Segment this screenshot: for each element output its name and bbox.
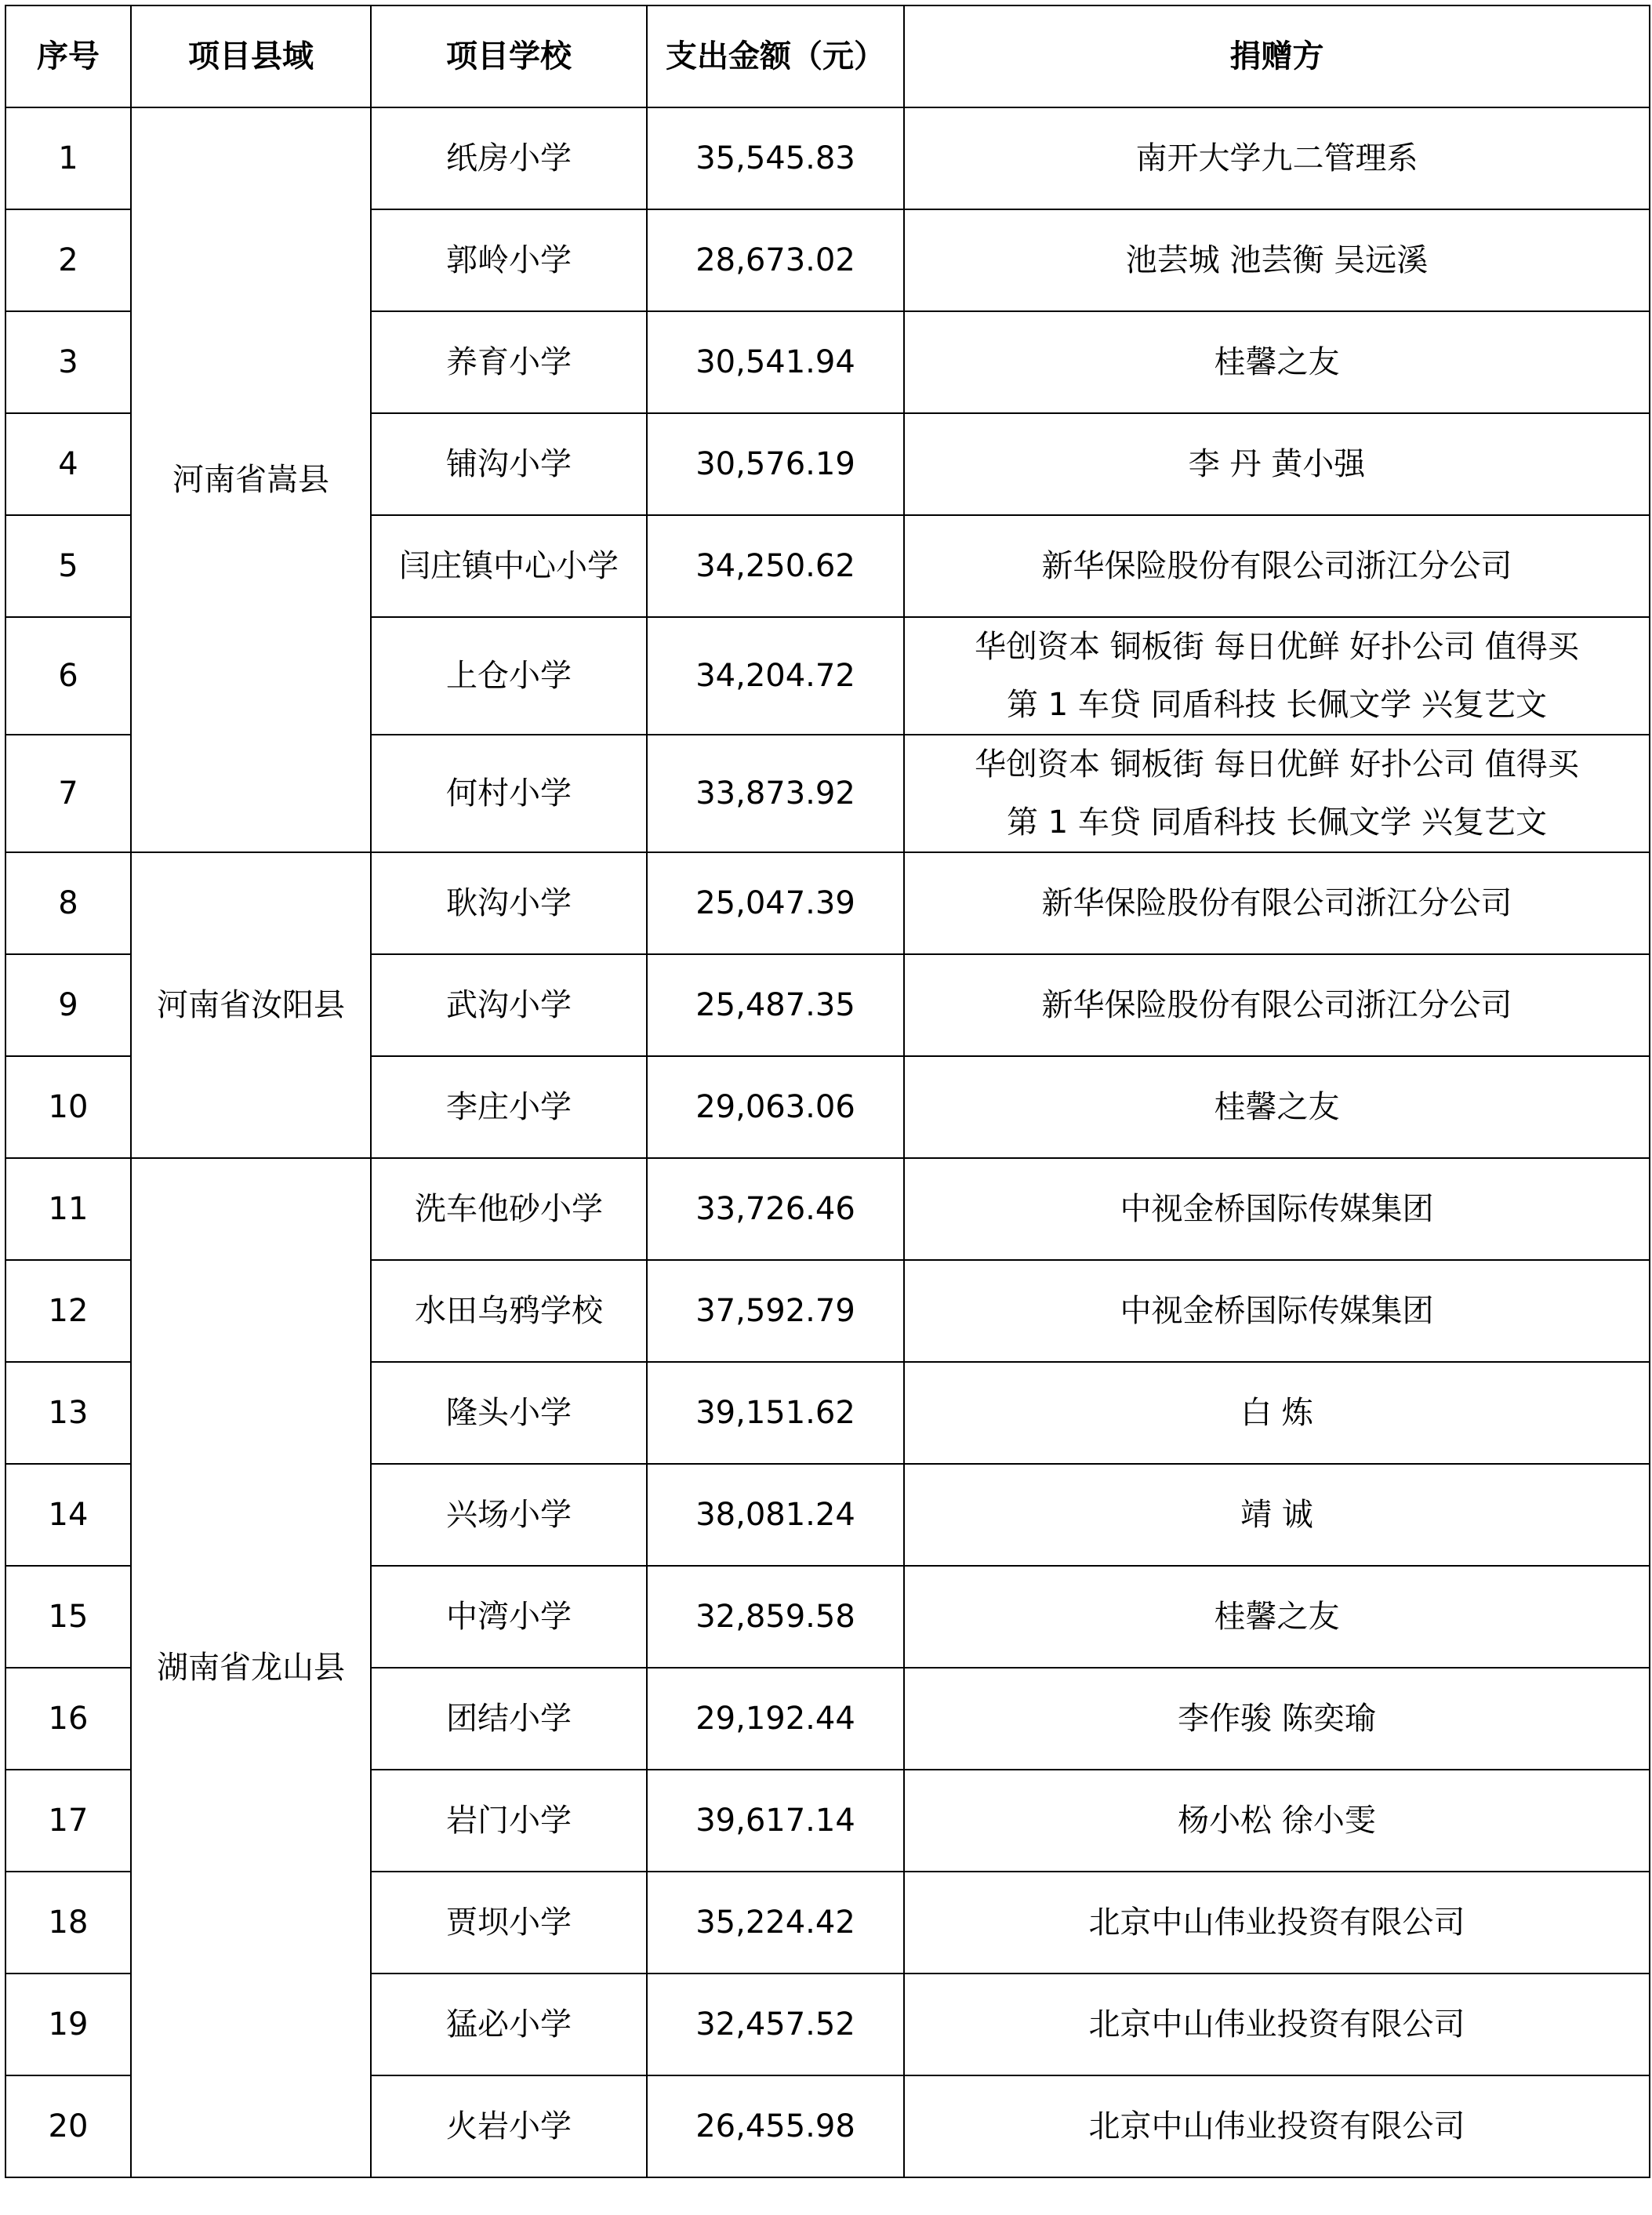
cell-donor: 池芸城 池芸衡 吴远溪	[904, 209, 1650, 311]
cell-donor: 新华保险股份有限公司浙江分公司	[904, 852, 1650, 954]
cell-school: 团结小学	[371, 1668, 647, 1770]
cell-school: 中湾小学	[371, 1566, 647, 1668]
cell-amount: 32,859.58	[647, 1566, 904, 1668]
donor-line: 华创资本 铜板街 每日优鲜 好扑公司 值得买	[975, 746, 1579, 783]
cell-amount: 39,151.62	[647, 1362, 904, 1464]
cell-school: 武沟小学	[371, 954, 647, 1056]
cell-index: 15	[5, 1566, 131, 1668]
cell-donor	[904, 617, 1650, 735]
cell-amount: 25,487.35	[647, 954, 904, 1056]
cell-index: 16	[5, 1668, 131, 1770]
cell-index: 4	[5, 413, 131, 515]
cell-amount: 28,673.02	[647, 209, 904, 311]
table-row	[5, 1158, 1650, 1260]
cell-index: 12	[5, 1260, 131, 1362]
cell-index: 19	[5, 1974, 131, 2075]
cell-amount: 29,192.44	[647, 1668, 904, 1770]
cell-amount: 25,047.39	[647, 852, 904, 954]
cell-county: 湖南省龙山县	[131, 1158, 371, 2177]
cell-index: 14	[5, 1464, 131, 1566]
cell-school: 养育小学	[371, 311, 647, 413]
cell-index: 9	[5, 954, 131, 1056]
cell-amount: 33,726.46	[647, 1158, 904, 1260]
cell-school: 李庄小学	[371, 1056, 647, 1158]
cell-amount: 30,576.19	[647, 413, 904, 515]
cell-school: 洗车他砂小学	[371, 1158, 647, 1260]
cell-amount: 39,617.14	[647, 1770, 904, 1872]
cell-index: 3	[5, 311, 131, 413]
cell-donor: 中视金桥国际传媒集团	[904, 1260, 1650, 1362]
cell-index: 13	[5, 1362, 131, 1464]
table-row	[5, 852, 1650, 954]
cell-school: 火岩小学	[371, 2075, 647, 2177]
header-amount: 支出金额（元）	[647, 5, 904, 107]
cell-donor: 桂馨之友	[904, 1056, 1650, 1158]
header-school: 项目学校	[371, 5, 647, 107]
cell-donor: 北京中山伟业投资有限公司	[904, 1872, 1650, 1974]
cell-donor: 中视金桥国际传媒集团	[904, 1158, 1650, 1260]
donation-table	[5, 5, 1650, 2178]
cell-index: 5	[5, 515, 131, 617]
header-donor: 捐赠方	[904, 5, 1650, 107]
header-county: 项目县域	[131, 5, 371, 107]
cell-donor: 桂馨之友	[904, 311, 1650, 413]
cell-donor: 李作骏 陈奕瑜	[904, 1668, 1650, 1770]
cell-amount: 35,545.83	[647, 107, 904, 209]
table-row	[5, 107, 1650, 209]
cell-school: 上仓小学	[371, 617, 647, 735]
donor-line: 第 1 车贷 同盾科技 长佩文学 兴复艺文	[1006, 687, 1548, 723]
cell-school: 岩门小学	[371, 1770, 647, 1872]
cell-amount: 38,081.24	[647, 1464, 904, 1566]
header-index: 序号	[5, 5, 131, 107]
cell-index: 6	[5, 617, 131, 735]
cell-amount: 34,204.72	[647, 617, 904, 735]
cell-amount: 35,224.42	[647, 1872, 904, 1974]
donor-line: 华创资本 铜板街 每日优鲜 好扑公司 值得买	[975, 629, 1579, 665]
cell-donor: 新华保险股份有限公司浙江分公司	[904, 954, 1650, 1056]
cell-school: 纸房小学	[371, 107, 647, 209]
cell-amount: 32,457.52	[647, 1974, 904, 2075]
cell-amount: 37,592.79	[647, 1260, 904, 1362]
cell-index: 1	[5, 107, 131, 209]
cell-school: 铺沟小学	[371, 413, 647, 515]
cell-county: 河南省汝阳县	[131, 852, 371, 1158]
donor-line: 第 1 车贷 同盾科技 长佩文学 兴复艺文	[1006, 804, 1548, 841]
cell-donor: 北京中山伟业投资有限公司	[904, 2075, 1650, 2177]
cell-school: 耿沟小学	[371, 852, 647, 954]
cell-donor: 新华保险股份有限公司浙江分公司	[904, 515, 1650, 617]
cell-index: 8	[5, 852, 131, 954]
cell-amount: 34,250.62	[647, 515, 904, 617]
cell-index: 7	[5, 735, 131, 852]
cell-donor: 李 丹 黄小强	[904, 413, 1650, 515]
cell-index: 17	[5, 1770, 131, 1872]
table-body	[5, 107, 1650, 2177]
cell-amount: 30,541.94	[647, 311, 904, 413]
cell-amount: 26,455.98	[647, 2075, 904, 2177]
cell-donor	[904, 735, 1650, 852]
cell-school: 水田乌鸦学校	[371, 1260, 647, 1362]
cell-donor: 桂馨之友	[904, 1566, 1650, 1668]
cell-index: 2	[5, 209, 131, 311]
cell-county: 河南省嵩县	[131, 107, 371, 852]
cell-donor: 南开大学九二管理系	[904, 107, 1650, 209]
cell-amount: 29,063.06	[647, 1056, 904, 1158]
cell-donor: 靖 诚	[904, 1464, 1650, 1566]
cell-school: 郭岭小学	[371, 209, 647, 311]
cell-donor: 杨小松 徐小雯	[904, 1770, 1650, 1872]
cell-index: 11	[5, 1158, 131, 1260]
cell-school: 闫庄镇中心小学	[371, 515, 647, 617]
cell-school: 贾坝小学	[371, 1872, 647, 1974]
cell-school: 隆头小学	[371, 1362, 647, 1464]
cell-school: 兴场小学	[371, 1464, 647, 1566]
cell-index: 20	[5, 2075, 131, 2177]
cell-school: 猛必小学	[371, 1974, 647, 2075]
cell-donor: 白 炼	[904, 1362, 1650, 1464]
cell-school: 何村小学	[371, 735, 647, 852]
header-row	[5, 5, 1650, 107]
cell-donor: 北京中山伟业投资有限公司	[904, 1974, 1650, 2075]
cell-amount: 33,873.92	[647, 735, 904, 852]
cell-index: 10	[5, 1056, 131, 1158]
cell-index: 18	[5, 1872, 131, 1974]
